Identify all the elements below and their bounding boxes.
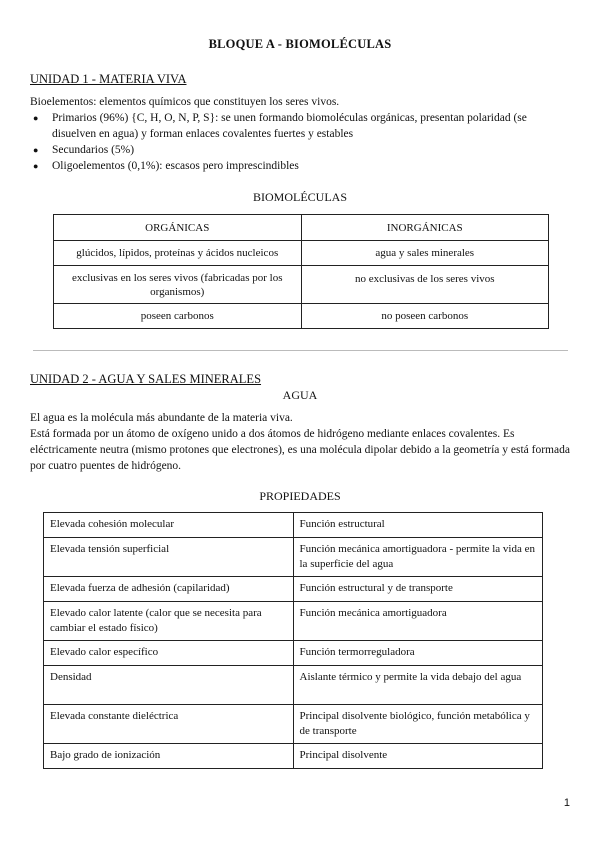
table-cell: poseen carbonos — [54, 304, 302, 329]
page-number: 1 — [563, 797, 570, 809]
table-cell: Función estructural — [293, 513, 543, 538]
table-row — [44, 513, 543, 538]
table-row — [44, 577, 543, 602]
table-cell: Elevado calor latente (calor que se necesita para cambiar el estado físico) — [44, 602, 294, 641]
table-header: ORGÁNICAS — [54, 215, 302, 241]
table-cell: Elevada fuerza de adhesión (capilaridad) — [44, 577, 294, 602]
list-item: ● Oligoelementos (0,1%): escasos pero imprescindibles — [30, 158, 570, 174]
table-cell: Aislante térmico y permite la vida debajo del agua — [293, 666, 543, 705]
table-cell: Función termorreguladora — [293, 641, 543, 666]
table-cell: no poseen carbonos — [301, 304, 549, 329]
bioelement-list — [30, 110, 570, 174]
table-cell: Elevada tensión superficial — [44, 538, 294, 577]
table-cell: Elevada constante dieléctrica — [44, 705, 294, 744]
table-cell: Principal disolvente biológico, función metabólica y de transporte — [293, 705, 543, 744]
table-row — [54, 304, 549, 329]
unit1-intro: Bioelementos: elementos químicos que constituyen los seres vivos. — [30, 96, 340, 108]
table-cell: Principal disolvente — [293, 744, 543, 769]
unit1-heading: UNIDAD 1 - MATERIA VIVA — [30, 72, 187, 86]
table-row — [44, 538, 543, 577]
page-title: BLOQUE A - BIOMOLÉCULAS — [208, 37, 392, 51]
table-cell: Elevada cohesión molecular — [44, 513, 294, 538]
table-row — [54, 241, 549, 266]
biomoleculas-table — [53, 214, 549, 329]
propiedades-table — [43, 512, 543, 769]
table-cell: Densidad — [44, 666, 294, 705]
table-cell: exclusivas en los seres vivos (fabricadas por los organismos) — [54, 266, 302, 304]
table-cell: agua y sales minerales — [301, 241, 549, 266]
table-row — [44, 666, 543, 705]
list-item: ● Secundarios (5%) — [30, 142, 570, 158]
list-item: ● Primarios (96%) {C, H, O, N, P, S}: se unen formando biomoléculas orgánicas, presentan polaridad (se disuelven en agua) y forman enlaces covalentes fuertes y estables — [30, 110, 570, 142]
section-divider — [33, 350, 568, 351]
agua-subheading: AGUA — [282, 388, 318, 402]
table-row — [44, 744, 543, 769]
table-cell: Elevado calor específico — [44, 641, 294, 666]
agua-paragraph-1: El agua es la molécula más abundante de la materia viva. — [30, 412, 293, 424]
biomoleculas-table-title: BIOMOLÉCULAS — [252, 190, 347, 204]
table-row — [54, 266, 549, 304]
table-cell: Función mecánica amortiguadora - permite la vida en la superficie del agua — [293, 538, 543, 577]
table-cell: Función mecánica amortiguadora — [293, 602, 543, 641]
table-cell: glúcidos, lípidos, proteínas y ácidos nucleicos — [54, 241, 302, 266]
table-cell: Función estructural y de transporte — [293, 577, 543, 602]
table-row — [44, 641, 543, 666]
table-cell: Bajo grado de ionización — [44, 744, 294, 769]
table-cell: no exclusivas de los seres vivos — [301, 266, 549, 304]
table-row — [44, 705, 543, 744]
propiedades-title: PROPIEDADES — [259, 489, 341, 503]
unit2-heading: UNIDAD 2 - AGUA Y SALES MINERALES — [30, 372, 262, 386]
table-header: INORGÁNICAS — [301, 215, 549, 241]
table-row — [44, 602, 543, 641]
agua-paragraph-2: Está formada por un átomo de oxígeno unido a dos átomos de hidrógeno mediante enlaces covalentes. Es eléctricamente neutra (mismo protones que electrones), es una molécula dipolar debido a la geometría y está formada por cuatro puentes de hidrógeno. — [30, 428, 570, 472]
